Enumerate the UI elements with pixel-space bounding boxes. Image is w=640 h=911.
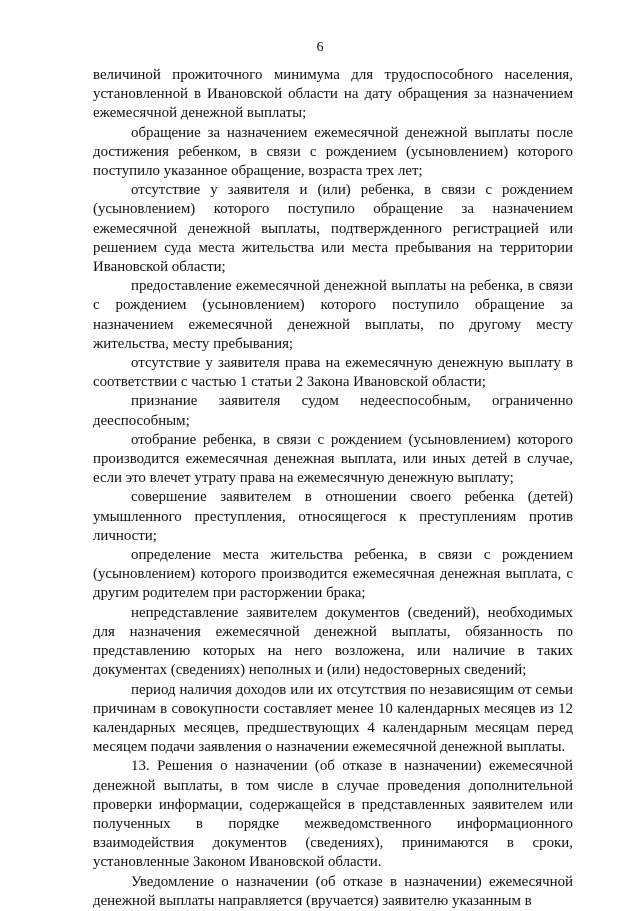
paragraph-continuation: величиной прожиточного минимума для трудоспособного населения, установленной в Ивановской области на дату обращения за назначением ежемесячной денежной выплаты;	[93, 67, 573, 122]
paragraph-refusal-crime: совершение заявителем в отношении своего ребенка (детей) умышленного преступления, относящегося к преступлениям против личности;	[93, 489, 573, 544]
paragraph-refusal-documents: непредставление заявителем документов (сведений), необходимых для назначения ежемесячной денежной выплаты, обязанность по представлению которых на него возложена, или наличие в таких документах (сведениях) неполных и (или) недостоверных сведений;	[93, 604, 573, 679]
paragraph-refusal-other-place: предоставление ежемесячной денежной выплаты на ребенка, в связи с рождением (усыновлением) которого поступило обращение за назначением ежемесячной денежной выплаты, по другому месту жительства, месту пребывания;	[93, 278, 573, 352]
paragraph-refusal-child-removal: отобрание ребенка, в связи с рождением (усыновлением) которого производится ежемесячная денежная выплата, или иных детей в случае, если это влечет утрату права на ежемесячную денежную выплату;	[93, 431, 573, 487]
paragraph-refusal-residence: отсутствие у заявителя и (или) ребенка, в связи с рождением (усыновлением) которого поступило обращение за назначением ежемесячной денежной выплаты, подтвержденного регистрацией или решением суда места жительства или места пребывания на территории Ивановской области;	[93, 182, 573, 276]
paragraph-refusal-no-right: отсутствие у заявителя права на ежемесячную денежную выплату в соответствии с частью 1 статьи 2 Закона Ивановской области;	[93, 355, 573, 391]
paragraph-refusal-age: обращение за назначением ежемесячной денежной выплаты после достижения ребенком, в связи с рождением (усыновлением) которого поступило указанное обращение, возраста трех лет;	[93, 124, 573, 180]
paragraph-refusal-other-parent: определение места жительства ребенка, в связи с рождением (усыновлением) которого производится ежемесячная денежная выплата, с другим родителем при расторжении брака;	[93, 547, 573, 602]
document-body	[93, 66, 573, 911]
page-number: 6	[316, 40, 324, 55]
paragraph-refusal-income-period: период наличия доходов или их отсутствия по независящим от семьи причинам в совокупности составляет менее 10 календарных месяцев из 12 календарных месяцев, предшествующих 4 календарным месяцам перед месяцем подачи заявления о назначении ежемесячной денежной выплаты.	[93, 681, 573, 756]
paragraph-notification: Уведомление о назначении (об отказе в назначении) ежемесячной денежной выплаты направляется (вручается) заявителю указанным в	[93, 873, 573, 909]
paragraph-section-13: 13. Решения о назначении (об отказе в назначении) ежемесячной денежной выплаты, в том числе в случае проведения дополнительной проверки информации, содержащейся в представленных заявителем или полученных в порядке межведомственного информационного взаимодействия документов (сведениях), принимаются в сроки, установленные Законом Ивановской области.	[93, 758, 573, 871]
paragraph-refusal-incapacity: признание заявителя судом недееспособным, ограниченно дееспособным;	[93, 393, 573, 429]
